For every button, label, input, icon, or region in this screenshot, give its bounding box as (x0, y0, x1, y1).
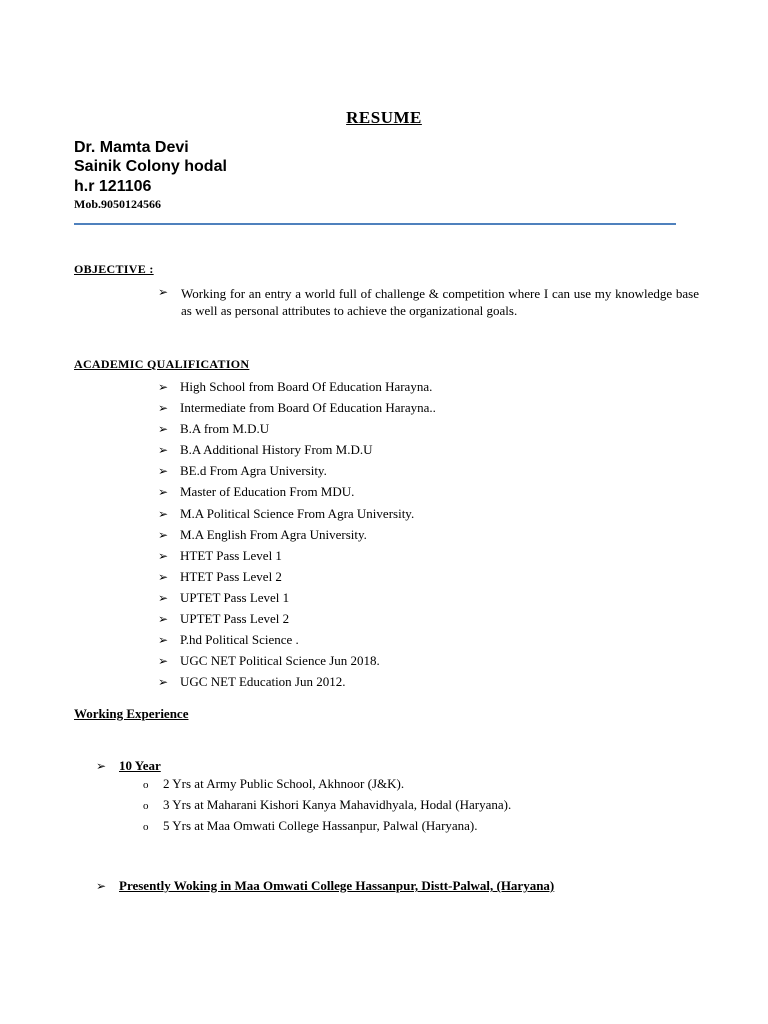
arrow-bullet-icon: ➢ (158, 401, 169, 416)
arrow-bullet-icon: ➢ (96, 879, 107, 893)
arrow-bullet-icon: ➢ (158, 506, 169, 521)
objective-text: Working for an entry a world full of challenge & competition where I can use my knowledge base as well as personal attributes to achieve the organizational goals. (181, 286, 699, 318)
qualification-text: HTET Pass Level 2 (180, 568, 282, 584)
qualification-text: B.A from M.D.U (180, 421, 270, 437)
arrow-bullet-icon: ➢ (158, 380, 169, 394)
experience-text: 2 Yrs at Army Public School, Akhnoor (J&K). (163, 776, 405, 791)
qualification-item (158, 610, 436, 631)
arrow-bullet-icon: ➢ (158, 443, 169, 458)
qualification-text: UGC NET Education Jun 2012. (180, 674, 346, 690)
qualification-item (158, 505, 436, 526)
qualification-item (158, 547, 436, 568)
experience-item (143, 817, 511, 838)
qualification-text: Master of Education From MDU. (180, 484, 355, 500)
resume-title: RESUME (346, 108, 422, 127)
qualification-text: P.hd Political Science . (180, 632, 299, 648)
arrow-bullet-icon: ➢ (158, 654, 169, 669)
qualification-text: UPTET Pass Level 2 (180, 611, 290, 627)
arrow-bullet-icon: ➢ (158, 548, 169, 563)
qualification-item (158, 378, 436, 399)
qualification-text: BE.d From Agra University. (180, 463, 327, 479)
qualification-text: B.A Additional History From M.D.U (180, 442, 373, 458)
arrow-bullet-icon: ➢ (96, 759, 107, 773)
arrow-bullet-icon: ➢ (158, 485, 169, 500)
circle-bullet-icon: o (143, 821, 149, 833)
experience-heading: Working Experience (74, 706, 189, 721)
qualification-text: Intermediate from Board Of Education Harayna.. (180, 400, 436, 416)
qualification-item (158, 568, 436, 589)
experience-text: 5 Yrs at Maa Omwati College Hassanpur, Palwal (Haryana). (163, 818, 478, 833)
qualification-item (158, 483, 436, 504)
circle-bullet-icon: o (143, 779, 149, 791)
academic-heading: ACADEMIC QUALIFICATION (74, 357, 250, 371)
academic-list (158, 378, 436, 694)
address-line-2: h.r 121106 (74, 178, 152, 195)
qualification-text: HTET Pass Level 1 (180, 547, 282, 563)
experience-item (143, 796, 511, 817)
objective-heading: OBJECTIVE : (74, 262, 154, 276)
qualification-item (158, 589, 436, 610)
qualification-item (158, 652, 436, 673)
experience-item (143, 775, 511, 796)
header-divider (74, 223, 676, 225)
qualification-text: UPTET Pass Level 1 (180, 589, 290, 605)
qualification-item (158, 399, 436, 420)
qualification-item (158, 441, 436, 462)
present-position: Presently Woking in Maa Omwati College Hassanpur, Distt-Palwal, (Haryana) (119, 878, 555, 893)
arrow-bullet-icon: ➢ (158, 633, 169, 648)
qualification-item (158, 462, 436, 483)
candidate-name: Dr. Mamta Devi (74, 139, 189, 156)
circle-bullet-icon: o (143, 800, 149, 812)
qualification-text: M.A English From Agra University. (180, 526, 367, 542)
arrow-bullet-icon: ➢ (158, 527, 169, 542)
arrow-bullet-icon: ➢ (158, 675, 169, 690)
qualification-item (158, 673, 436, 694)
arrow-bullet-icon: ➢ (158, 569, 169, 584)
experience-text: 3 Yrs at Maharani Kishori Kanya Mahavidhyala, Hodal (Haryana). (163, 797, 512, 812)
qualification-item (158, 631, 436, 652)
arrow-bullet-icon: ➢ (158, 464, 169, 479)
arrow-bullet-icon: ➢ (158, 590, 169, 605)
qualification-text: High School from Board Of Education Harayna. (180, 379, 433, 394)
experience-list (143, 775, 511, 838)
mobile-number: Mob.9050124566 (74, 197, 161, 211)
qualification-item (158, 526, 436, 547)
arrow-bullet-icon: ➢ (158, 422, 169, 437)
address-line-1: Sainik Colony hodal (74, 158, 227, 175)
arrow-bullet-icon: ➢ (158, 612, 169, 627)
experience-total: 10 Year (119, 758, 161, 773)
qualification-text: UGC NET Political Science Jun 2018. (180, 653, 380, 669)
qualification-item (158, 420, 436, 441)
arrow-bullet-icon: ➢ (158, 285, 169, 299)
qualification-text: M.A Political Science From Agra University. (180, 505, 415, 521)
